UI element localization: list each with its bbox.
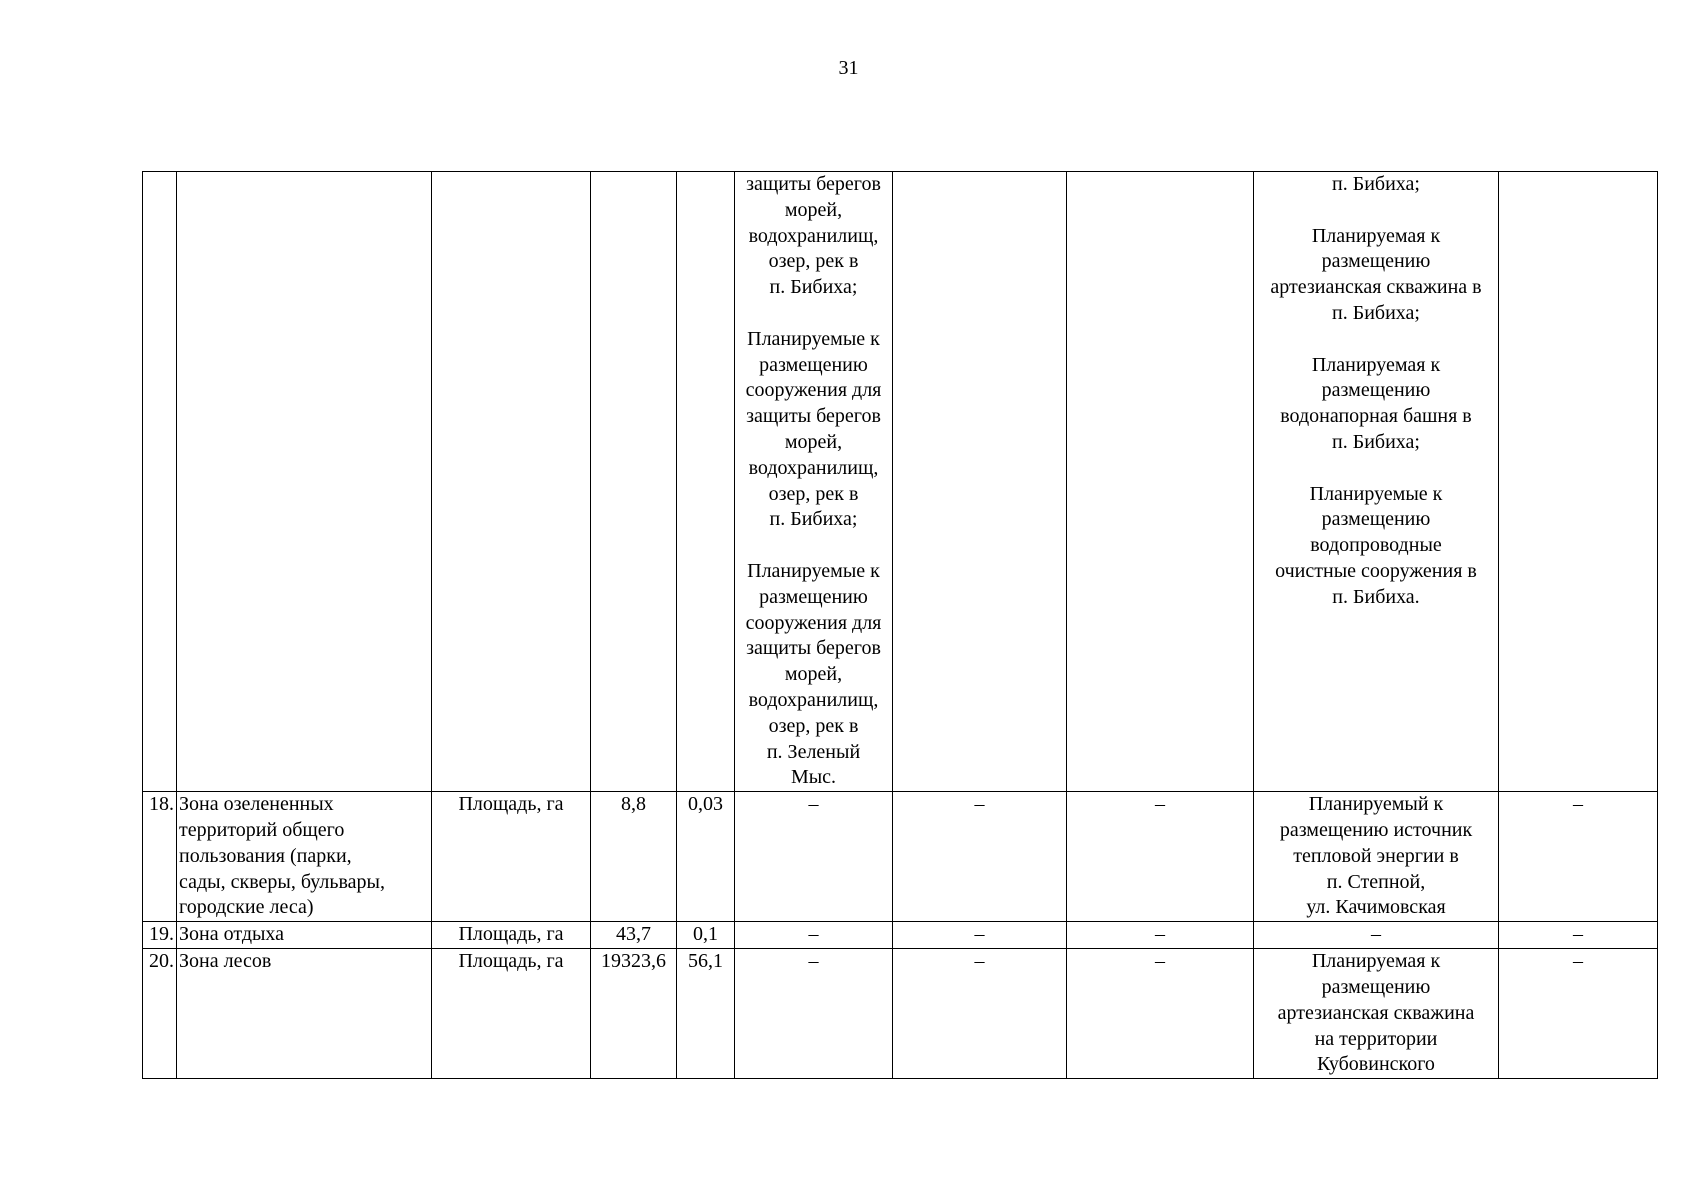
table-row — [143, 922, 1658, 949]
cell-num — [143, 172, 177, 792]
cell-col9 — [1254, 172, 1499, 792]
cell-col6: – — [735, 792, 893, 922]
cell-col9 — [1254, 949, 1499, 1079]
cell-col9-text: п. Бибиха; Планируемая к размещению артезианская скважина в п. Бибиха; Планируемая к размещению водонапорная башня в п. Бибиха; Планируемые к размещению водопроводные очистные сооружения в п. Бибиха. — [1270, 173, 1482, 608]
cell-col10: – — [1499, 949, 1658, 1079]
cell-zone — [177, 172, 432, 792]
cell-col6: – — [735, 922, 893, 949]
cell-param — [432, 172, 591, 792]
cell-param: Площадь, га — [432, 949, 591, 1079]
cell-percent: 0,03 — [677, 792, 735, 922]
cell-percent — [677, 172, 735, 792]
cell-col8: – — [1067, 949, 1254, 1079]
cell-num: 20. — [143, 949, 177, 1079]
cell-value: 8,8 — [591, 792, 677, 922]
cell-col7: – — [893, 949, 1067, 1079]
cell-zone: Зона лесов — [177, 949, 432, 1079]
planning-zones-table — [142, 171, 1658, 1079]
table-row — [143, 792, 1658, 922]
cell-col8: – — [1067, 922, 1254, 949]
cell-col9: – — [1254, 922, 1499, 949]
cell-col10: – — [1499, 922, 1658, 949]
table-row-continuation — [143, 172, 1658, 792]
cell-col8 — [1067, 172, 1254, 792]
cell-col6 — [735, 172, 893, 792]
cell-zone: Зона отдыха — [177, 922, 432, 949]
cell-col9-text: Планируемый к размещению источник тепловой энергии в п. Степной, ул. Качимовская — [1279, 793, 1473, 919]
cell-col6-text: защиты берегов морей, водохранилищ, озер, рек в п. Бибиха; Планируемые к размещению сооружения для защиты берегов морей, водохранилищ, озер, рек в п. Бибиха; Планируемые к размещению сооружения для защиты берегов морей, водохранилищ, озер, рек в п. Зеленый Мыс. — [745, 173, 882, 789]
cell-col8: – — [1067, 792, 1254, 922]
cell-percent: 56,1 — [677, 949, 735, 1079]
cell-col10 — [1499, 172, 1658, 792]
table-row — [143, 949, 1658, 1079]
cell-col9 — [1254, 792, 1499, 922]
cell-col10: – — [1499, 792, 1658, 922]
cell-value — [591, 172, 677, 792]
cell-param: Площадь, га — [432, 922, 591, 949]
page-number: 31 — [838, 57, 859, 79]
cell-num: 18. — [143, 792, 177, 922]
cell-value: 19323,6 — [591, 949, 677, 1079]
cell-col6: – — [735, 949, 893, 1079]
cell-zone — [177, 792, 432, 922]
cell-zone-text: Зона озелененных территорий общего пользования (парки, сады, скверы, бульвары, городские леса) — [179, 793, 385, 919]
cell-value: 43,7 — [591, 922, 677, 949]
cell-param: Площадь, га — [432, 792, 591, 922]
cell-col7: – — [893, 922, 1067, 949]
cell-col7 — [893, 172, 1067, 792]
cell-col7: – — [893, 792, 1067, 922]
cell-num: 19. — [143, 922, 177, 949]
cell-percent: 0,1 — [677, 922, 735, 949]
cell-col9-text: Планируемая к размещению артезианская скважина на территории Кубовинского — [1277, 950, 1475, 1076]
